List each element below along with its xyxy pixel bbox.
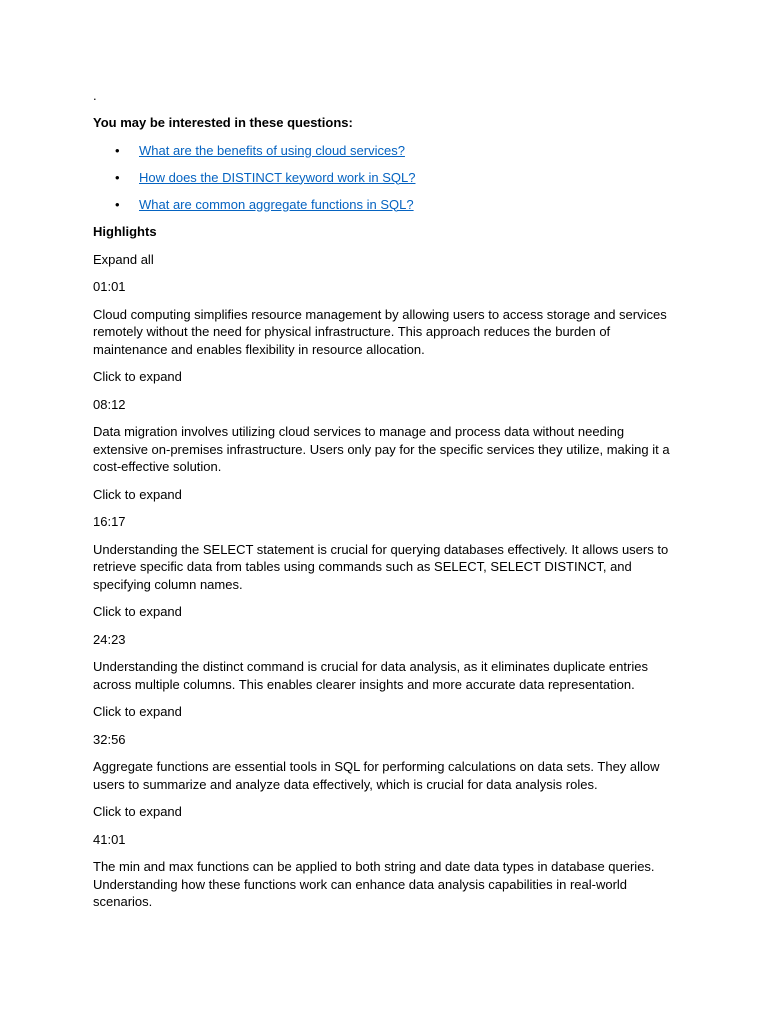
question-link-cloud-benefits[interactable]: What are the benefits of using cloud services? — [139, 142, 405, 158]
list-item — [115, 169, 672, 187]
expand-all-button[interactable]: Expand all — [93, 251, 154, 267]
click-to-expand-button[interactable]: Click to expand — [93, 369, 182, 384]
highlight-timestamp: 16:17 — [93, 514, 126, 529]
highlight-timestamp: 24:23 — [93, 631, 126, 647]
highlight-timestamp: 08:12 — [93, 396, 126, 412]
list-item — [115, 196, 672, 214]
question-link-aggregate-functions[interactable]: What are common aggregate functions in SQL? — [139, 196, 414, 212]
list-item — [115, 142, 672, 160]
highlight-timestamp: 41:01 — [93, 831, 126, 847]
highlight-text: Data migration involves utilizing cloud services to manage and process data without needing extensive on-premises infrastructure. Users only pay for the specific services they utilize, making it a cost-effective solution. — [93, 424, 670, 474]
highlight-timestamp: 32:56 — [93, 731, 126, 747]
highlight-timestamp: 01:01 — [93, 279, 126, 294]
click-to-expand-button[interactable]: Click to expand — [93, 604, 182, 619]
bullet-icon: • — [115, 142, 120, 158]
interest-heading: You may be interested in these questions: — [93, 115, 353, 130]
bullet-icon: • — [115, 196, 120, 212]
click-to-expand-button[interactable]: Click to expand — [93, 486, 182, 502]
highlight-text: The min and max functions can be applied to both string and date data types in database queries. Understanding how these functions work can enhance data analysis capabilities in real-world scenarios. — [93, 859, 655, 909]
question-link-distinct-keyword[interactable]: How does the DISTINCT keyword work in SQL? — [139, 169, 416, 185]
highlight-text: Aggregate functions are essential tools in SQL for performing calculations on data sets. They allow users to summarize and analyze data effectively, which is crucial for data analysis roles. — [93, 759, 660, 792]
bullet-icon: • — [115, 169, 120, 185]
highlight-text: Cloud computing simplifies resource management by allowing users to access storage and services remotely without the need for physical infrastructure. This approach reduces the burden of maintenance and enables flexibility in resource allocation. — [93, 306, 667, 357]
question-list — [93, 142, 672, 214]
click-to-expand-button[interactable]: Click to expand — [93, 704, 182, 719]
highlights-heading: Highlights — [93, 224, 157, 239]
highlight-text: Understanding the distinct command is crucial for data analysis, as it eliminates duplicate entries across multiple columns. This enables clearer insights and more accurate data representation. — [93, 659, 648, 692]
click-to-expand-button[interactable]: Click to expand — [93, 804, 182, 819]
highlight-text: Understanding the SELECT statement is crucial for querying databases effectively. It allows users to retrieve specific data from tables using commands such as SELECT, SELECT DISTINCT, and specifying column names. — [93, 541, 669, 592]
stray-mark: . — [93, 88, 97, 103]
